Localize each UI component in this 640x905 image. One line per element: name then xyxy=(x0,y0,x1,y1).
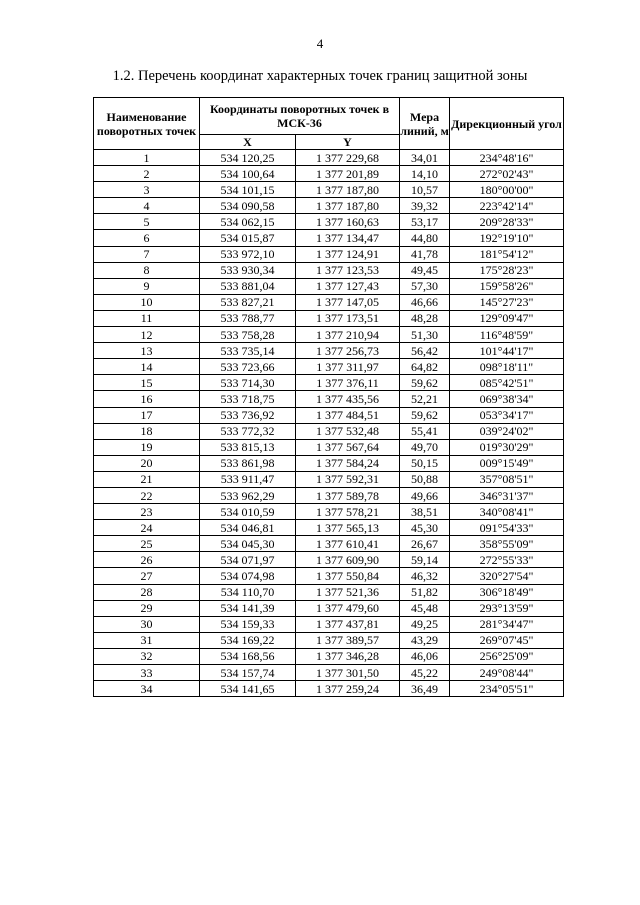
direction-angle-cell: 223°42'14" xyxy=(450,198,564,214)
x-coordinate-cell: 533 815,13 xyxy=(200,439,296,455)
y-coordinate-cell: 1 377 584,24 xyxy=(296,455,400,471)
table-row xyxy=(94,455,564,471)
x-coordinate-cell: 533 723,66 xyxy=(200,359,296,375)
line-length-cell: 45,22 xyxy=(400,665,450,681)
line-length-cell: 38,51 xyxy=(400,504,450,520)
x-coordinate-cell: 534 045,30 xyxy=(200,536,296,552)
y-coordinate-cell: 1 377 346,28 xyxy=(296,648,400,664)
y-coordinate-cell: 1 377 610,41 xyxy=(296,536,400,552)
line-length-cell: 39,32 xyxy=(400,198,450,214)
direction-angle-cell: 175°28'23" xyxy=(450,262,564,278)
header-x: X xyxy=(200,135,296,150)
x-coordinate-cell: 534 046,81 xyxy=(200,520,296,536)
table-row xyxy=(94,166,564,182)
x-coordinate-cell: 533 962,29 xyxy=(200,487,296,503)
direction-angle-cell: 358°55'09" xyxy=(450,536,564,552)
direction-angle-cell: 129°09'47" xyxy=(450,310,564,326)
direction-angle-cell: 101°44'17" xyxy=(450,343,564,359)
table-row xyxy=(94,182,564,198)
x-coordinate-cell: 534 159,33 xyxy=(200,616,296,632)
table-row xyxy=(94,536,564,552)
x-coordinate-cell: 533 788,77 xyxy=(200,310,296,326)
x-coordinate-cell: 533 861,98 xyxy=(200,455,296,471)
point-number-cell: 11 xyxy=(94,310,200,326)
direction-angle-cell: 192°19'10" xyxy=(450,230,564,246)
y-coordinate-cell: 1 377 592,31 xyxy=(296,471,400,487)
direction-angle-cell: 234°48'16" xyxy=(450,150,564,166)
table-row xyxy=(94,487,564,503)
direction-angle-cell: 357°08'51" xyxy=(450,471,564,487)
direction-angle-cell: 346°31'37" xyxy=(450,487,564,503)
y-coordinate-cell: 1 377 147,05 xyxy=(296,294,400,310)
x-coordinate-cell: 533 758,28 xyxy=(200,327,296,343)
direction-angle-cell: 098°18'11" xyxy=(450,359,564,375)
x-coordinate-cell: 534 090,58 xyxy=(200,198,296,214)
header-angle: Дирекционный угол xyxy=(450,98,564,150)
point-number-cell: 33 xyxy=(94,665,200,681)
y-coordinate-cell: 1 377 311,97 xyxy=(296,359,400,375)
line-length-cell: 51,30 xyxy=(400,327,450,343)
y-coordinate-cell: 1 377 134,47 xyxy=(296,230,400,246)
x-coordinate-cell: 534 168,56 xyxy=(200,648,296,664)
line-length-cell: 36,49 xyxy=(400,681,450,697)
x-coordinate-cell: 533 736,92 xyxy=(200,407,296,423)
line-length-cell: 46,06 xyxy=(400,648,450,664)
y-coordinate-cell: 1 377 484,51 xyxy=(296,407,400,423)
table-row xyxy=(94,648,564,664)
table-row xyxy=(94,520,564,536)
direction-angle-cell: 091°54'33" xyxy=(450,520,564,536)
line-length-cell: 10,57 xyxy=(400,182,450,198)
y-coordinate-cell: 1 377 123,53 xyxy=(296,262,400,278)
x-coordinate-cell: 534 100,64 xyxy=(200,166,296,182)
y-coordinate-cell: 1 377 124,91 xyxy=(296,246,400,262)
x-coordinate-cell: 533 881,04 xyxy=(200,278,296,294)
y-coordinate-cell: 1 377 301,50 xyxy=(296,665,400,681)
table-row xyxy=(94,278,564,294)
x-coordinate-cell: 534 141,39 xyxy=(200,600,296,616)
point-number-cell: 13 xyxy=(94,343,200,359)
direction-angle-cell: 272°55'33" xyxy=(450,552,564,568)
line-length-cell: 26,67 xyxy=(400,536,450,552)
x-coordinate-cell: 534 074,98 xyxy=(200,568,296,584)
line-length-cell: 49,45 xyxy=(400,262,450,278)
y-coordinate-cell: 1 377 550,84 xyxy=(296,568,400,584)
table-row xyxy=(94,246,564,262)
table-header-row xyxy=(94,98,564,135)
y-coordinate-cell: 1 377 567,64 xyxy=(296,439,400,455)
direction-angle-cell: 209°28'33" xyxy=(450,214,564,230)
direction-angle-cell: 019°30'29" xyxy=(450,439,564,455)
direction-angle-cell: 053°34'17" xyxy=(450,407,564,423)
y-coordinate-cell: 1 377 210,94 xyxy=(296,327,400,343)
direction-angle-cell: 181°54'12" xyxy=(450,246,564,262)
header-coords: Координаты поворотных точек в МСК-36 xyxy=(200,98,400,135)
header-y: Y xyxy=(296,135,400,150)
point-number-cell: 27 xyxy=(94,568,200,584)
y-coordinate-cell: 1 377 389,57 xyxy=(296,632,400,648)
point-number-cell: 31 xyxy=(94,632,200,648)
direction-angle-cell: 281°34'47" xyxy=(450,616,564,632)
line-length-cell: 34,01 xyxy=(400,150,450,166)
table-row xyxy=(94,504,564,520)
direction-angle-cell: 293°13'59" xyxy=(450,600,564,616)
direction-angle-cell: 306°18'49" xyxy=(450,584,564,600)
table-row xyxy=(94,552,564,568)
point-number-cell: 19 xyxy=(94,439,200,455)
y-coordinate-cell: 1 377 173,51 xyxy=(296,310,400,326)
point-number-cell: 7 xyxy=(94,246,200,262)
line-length-cell: 46,32 xyxy=(400,568,450,584)
direction-angle-cell: 009°15'49" xyxy=(450,455,564,471)
table-row xyxy=(94,391,564,407)
table-row xyxy=(94,343,564,359)
point-number-cell: 23 xyxy=(94,504,200,520)
point-number-cell: 17 xyxy=(94,407,200,423)
direction-angle-cell: 340°08'41" xyxy=(450,504,564,520)
y-coordinate-cell: 1 377 435,56 xyxy=(296,391,400,407)
line-length-cell: 55,41 xyxy=(400,423,450,439)
table-row xyxy=(94,198,564,214)
y-coordinate-cell: 1 377 521,36 xyxy=(296,584,400,600)
table-row xyxy=(94,214,564,230)
point-number-cell: 15 xyxy=(94,375,200,391)
table-row xyxy=(94,407,564,423)
y-coordinate-cell: 1 377 376,11 xyxy=(296,375,400,391)
point-number-cell: 22 xyxy=(94,487,200,503)
x-coordinate-cell: 533 827,21 xyxy=(200,294,296,310)
point-number-cell: 6 xyxy=(94,230,200,246)
y-coordinate-cell: 1 377 479,60 xyxy=(296,600,400,616)
y-coordinate-cell: 1 377 589,78 xyxy=(296,487,400,503)
x-coordinate-cell: 533 735,14 xyxy=(200,343,296,359)
x-coordinate-cell: 533 911,47 xyxy=(200,471,296,487)
x-coordinate-cell: 534 101,15 xyxy=(200,182,296,198)
table-row xyxy=(94,327,564,343)
point-number-cell: 9 xyxy=(94,278,200,294)
table-body xyxy=(94,150,564,697)
point-number-cell: 25 xyxy=(94,536,200,552)
table-row xyxy=(94,310,564,326)
x-coordinate-cell: 534 010,59 xyxy=(200,504,296,520)
x-coordinate-cell: 533 972,10 xyxy=(200,246,296,262)
line-length-cell: 48,28 xyxy=(400,310,450,326)
table-row xyxy=(94,600,564,616)
point-number-cell: 29 xyxy=(94,600,200,616)
header-length: Мера линий, м xyxy=(400,98,450,150)
line-length-cell: 51,82 xyxy=(400,584,450,600)
table-row xyxy=(94,471,564,487)
point-number-cell: 1 xyxy=(94,150,200,166)
line-length-cell: 45,30 xyxy=(400,520,450,536)
direction-angle-cell: 180°00'00" xyxy=(450,182,564,198)
y-coordinate-cell: 1 377 259,24 xyxy=(296,681,400,697)
table-row xyxy=(94,359,564,375)
direction-angle-cell: 039°24'02" xyxy=(450,423,564,439)
y-coordinate-cell: 1 377 437,81 xyxy=(296,616,400,632)
line-length-cell: 59,62 xyxy=(400,375,450,391)
table-row xyxy=(94,150,564,166)
line-length-cell: 14,10 xyxy=(400,166,450,182)
coordinates-table xyxy=(93,97,564,697)
point-number-cell: 8 xyxy=(94,262,200,278)
table-row xyxy=(94,665,564,681)
line-length-cell: 45,48 xyxy=(400,600,450,616)
x-coordinate-cell: 534 062,15 xyxy=(200,214,296,230)
point-number-cell: 34 xyxy=(94,681,200,697)
line-length-cell: 53,17 xyxy=(400,214,450,230)
line-length-cell: 64,82 xyxy=(400,359,450,375)
point-number-cell: 3 xyxy=(94,182,200,198)
y-coordinate-cell: 1 377 127,43 xyxy=(296,278,400,294)
line-length-cell: 44,80 xyxy=(400,230,450,246)
point-number-cell: 16 xyxy=(94,391,200,407)
x-coordinate-cell: 533 718,75 xyxy=(200,391,296,407)
point-number-cell: 24 xyxy=(94,520,200,536)
x-coordinate-cell: 534 157,74 xyxy=(200,665,296,681)
page-number: 4 xyxy=(316,36,324,51)
line-length-cell: 46,66 xyxy=(400,294,450,310)
line-length-cell: 49,25 xyxy=(400,616,450,632)
line-length-cell: 49,66 xyxy=(400,487,450,503)
table-row xyxy=(94,568,564,584)
direction-angle-cell: 272°02'43" xyxy=(450,166,564,182)
table-row xyxy=(94,423,564,439)
y-coordinate-cell: 1 377 160,63 xyxy=(296,214,400,230)
x-coordinate-cell: 534 141,65 xyxy=(200,681,296,697)
point-number-cell: 4 xyxy=(94,198,200,214)
table-row xyxy=(94,230,564,246)
y-coordinate-cell: 1 377 229,68 xyxy=(296,150,400,166)
document-title: 1.2. Перечень координат характерных точек границ защитной зоны xyxy=(112,68,528,84)
direction-angle-cell: 159°58'26" xyxy=(450,278,564,294)
x-coordinate-cell: 534 169,22 xyxy=(200,632,296,648)
x-coordinate-cell: 534 015,87 xyxy=(200,230,296,246)
y-coordinate-cell: 1 377 578,21 xyxy=(296,504,400,520)
direction-angle-cell: 249°08'44" xyxy=(450,665,564,681)
line-length-cell: 59,14 xyxy=(400,552,450,568)
point-number-cell: 2 xyxy=(94,166,200,182)
table-row xyxy=(94,375,564,391)
x-coordinate-cell: 534 110,70 xyxy=(200,584,296,600)
table-row xyxy=(94,584,564,600)
line-length-cell: 43,29 xyxy=(400,632,450,648)
y-coordinate-cell: 1 377 187,80 xyxy=(296,182,400,198)
direction-angle-cell: 069°38'34" xyxy=(450,391,564,407)
line-length-cell: 41,78 xyxy=(400,246,450,262)
y-coordinate-cell: 1 377 565,13 xyxy=(296,520,400,536)
x-coordinate-cell: 534 071,97 xyxy=(200,552,296,568)
point-number-cell: 28 xyxy=(94,584,200,600)
line-length-cell: 57,30 xyxy=(400,278,450,294)
direction-angle-cell: 256°25'09" xyxy=(450,648,564,664)
point-number-cell: 12 xyxy=(94,327,200,343)
direction-angle-cell: 085°42'51" xyxy=(450,375,564,391)
direction-angle-cell: 320°27'54" xyxy=(450,568,564,584)
line-length-cell: 49,70 xyxy=(400,439,450,455)
y-coordinate-cell: 1 377 532,48 xyxy=(296,423,400,439)
point-number-cell: 21 xyxy=(94,471,200,487)
point-number-cell: 26 xyxy=(94,552,200,568)
direction-angle-cell: 145°27'23" xyxy=(450,294,564,310)
point-number-cell: 20 xyxy=(94,455,200,471)
point-number-cell: 14 xyxy=(94,359,200,375)
point-number-cell: 32 xyxy=(94,648,200,664)
point-number-cell: 30 xyxy=(94,616,200,632)
table-row xyxy=(94,439,564,455)
table-row xyxy=(94,262,564,278)
point-number-cell: 5 xyxy=(94,214,200,230)
y-coordinate-cell: 1 377 256,73 xyxy=(296,343,400,359)
y-coordinate-cell: 1 377 187,80 xyxy=(296,198,400,214)
table-row xyxy=(94,681,564,697)
x-coordinate-cell: 534 120,25 xyxy=(200,150,296,166)
line-length-cell: 50,88 xyxy=(400,471,450,487)
header-name: Наименование поворотных точек xyxy=(94,98,200,150)
table-row xyxy=(94,632,564,648)
direction-angle-cell: 269°07'45" xyxy=(450,632,564,648)
y-coordinate-cell: 1 377 201,89 xyxy=(296,166,400,182)
x-coordinate-cell: 533 714,30 xyxy=(200,375,296,391)
point-number-cell: 18 xyxy=(94,423,200,439)
table-row xyxy=(94,616,564,632)
x-coordinate-cell: 533 930,34 xyxy=(200,262,296,278)
x-coordinate-cell: 533 772,32 xyxy=(200,423,296,439)
y-coordinate-cell: 1 377 609,90 xyxy=(296,552,400,568)
line-length-cell: 56,42 xyxy=(400,343,450,359)
table-row xyxy=(94,294,564,310)
line-length-cell: 52,21 xyxy=(400,391,450,407)
line-length-cell: 50,15 xyxy=(400,455,450,471)
direction-angle-cell: 234°05'51" xyxy=(450,681,564,697)
point-number-cell: 10 xyxy=(94,294,200,310)
direction-angle-cell: 116°48'59" xyxy=(450,327,564,343)
line-length-cell: 59,62 xyxy=(400,407,450,423)
